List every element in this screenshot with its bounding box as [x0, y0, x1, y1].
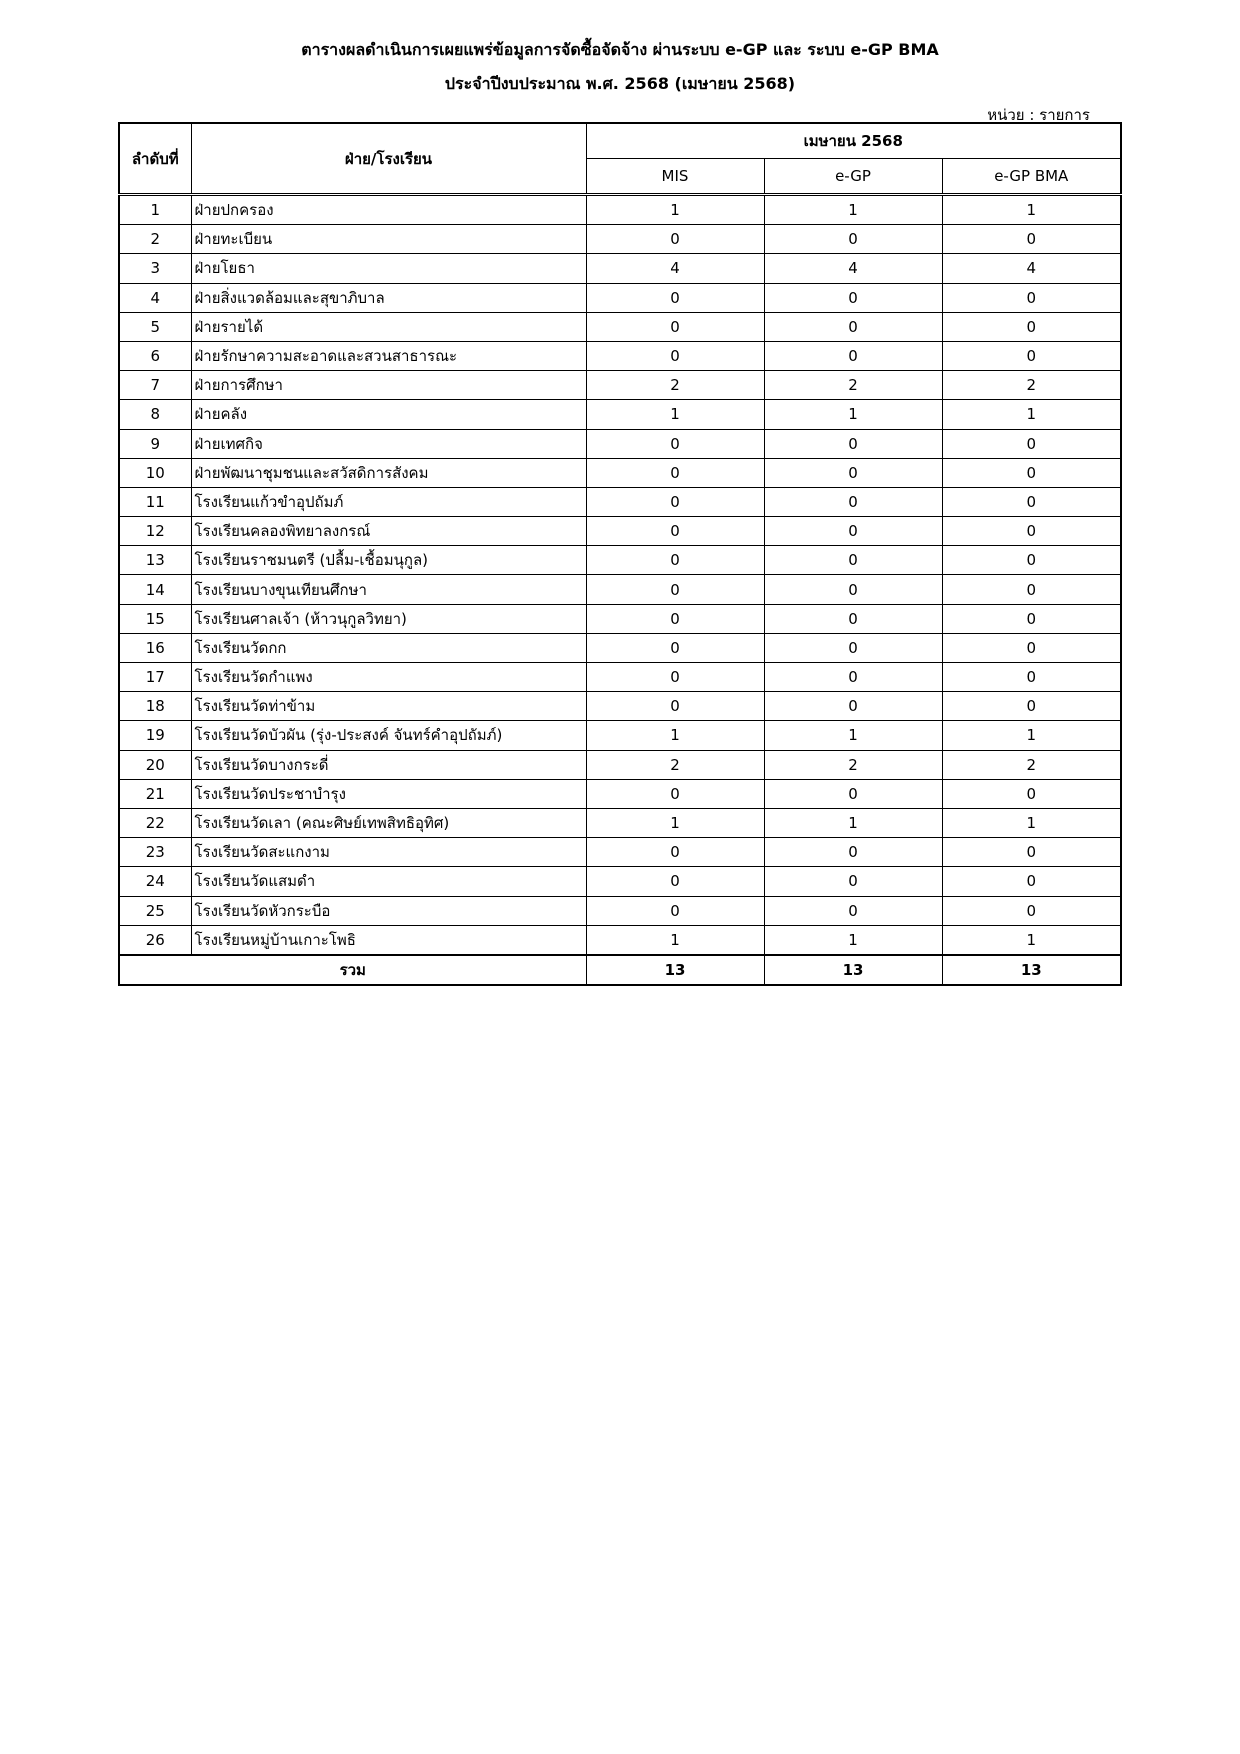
- row-number: 8: [119, 400, 191, 429]
- row-egp-bma: 1: [942, 925, 1121, 955]
- row-egp-bma: 1: [942, 400, 1121, 429]
- table-row: [119, 487, 1121, 516]
- table-row: [119, 896, 1121, 925]
- row-egp-bma: 2: [942, 750, 1121, 779]
- row-mis: 0: [586, 283, 764, 312]
- row-name: ฝ่ายพัฒนาชุมชนและสวัสดิการสังคม: [191, 458, 586, 487]
- table-row: [119, 546, 1121, 575]
- row-name: โรงเรียนบางขุนเทียนศึกษา: [191, 575, 586, 604]
- row-number: 13: [119, 546, 191, 575]
- row-number: 15: [119, 604, 191, 633]
- row-number: 24: [119, 867, 191, 896]
- row-egp: 2: [764, 750, 942, 779]
- row-egp: 0: [764, 779, 942, 808]
- row-mis: 0: [586, 517, 764, 546]
- row-name: ฝ่ายรักษาความสะอาดและสวนสาธารณะ: [191, 341, 586, 370]
- row-number: 26: [119, 925, 191, 955]
- table-row: [119, 750, 1121, 779]
- table-row: [119, 400, 1121, 429]
- row-name: โรงเรียนวัดเลา (คณะศิษย์เทพสิทธิอุทิศ): [191, 808, 586, 837]
- row-mis: 1: [586, 925, 764, 955]
- row-mis: 0: [586, 779, 764, 808]
- row-mis: 1: [586, 808, 764, 837]
- row-egp: 0: [764, 487, 942, 516]
- row-name: โรงเรียนวัดสะแกงาม: [191, 838, 586, 867]
- row-name: โรงเรียนวัดแสมดำ: [191, 867, 586, 896]
- row-egp-bma: 0: [942, 429, 1121, 458]
- row-mis: 1: [586, 195, 764, 225]
- row-egp-bma: 0: [942, 692, 1121, 721]
- total-row: [119, 955, 1121, 985]
- table-row: [119, 925, 1121, 955]
- row-mis: 0: [586, 458, 764, 487]
- row-egp: 0: [764, 517, 942, 546]
- row-number: 25: [119, 896, 191, 925]
- row-egp-bma: 0: [942, 517, 1121, 546]
- row-egp: 1: [764, 400, 942, 429]
- row-egp: 0: [764, 312, 942, 341]
- row-mis: 0: [586, 896, 764, 925]
- row-mis: 0: [586, 692, 764, 721]
- row-name: ฝ่ายเทศกิจ: [191, 429, 586, 458]
- table-row: [119, 429, 1121, 458]
- row-egp-bma: 0: [942, 546, 1121, 575]
- row-name: โรงเรียนวัดกำแพง: [191, 663, 586, 692]
- row-egp-bma: 1: [942, 721, 1121, 750]
- row-egp: 1: [764, 925, 942, 955]
- row-name: โรงเรียนแก้วขำอุปถัมภ์: [191, 487, 586, 516]
- row-egp-bma: 0: [942, 575, 1121, 604]
- document-subtitle: ประจำปีงบประมาณ พ.ศ. 2568 (เมษายน 2568): [444, 74, 796, 93]
- table-row: [119, 838, 1121, 867]
- row-egp: 0: [764, 604, 942, 633]
- row-number: 5: [119, 312, 191, 341]
- row-name: ฝ่ายโยธา: [191, 254, 586, 283]
- row-number: 20: [119, 750, 191, 779]
- header-no: ลำดับที่: [119, 123, 191, 195]
- row-number: 7: [119, 371, 191, 400]
- row-egp: 0: [764, 896, 942, 925]
- row-egp: 0: [764, 341, 942, 370]
- row-number: 16: [119, 633, 191, 662]
- row-egp: 0: [764, 633, 942, 662]
- header-name: ฝ่าย/โรงเรียน: [191, 123, 586, 195]
- row-egp-bma: 0: [942, 867, 1121, 896]
- row-name: ฝ่ายการศึกษา: [191, 371, 586, 400]
- row-name: โรงเรียนวัดบางกระดี่: [191, 750, 586, 779]
- table-row: [119, 575, 1121, 604]
- row-mis: 0: [586, 663, 764, 692]
- row-egp: 0: [764, 867, 942, 896]
- row-number: 12: [119, 517, 191, 546]
- row-name: โรงเรียนวัดกก: [191, 633, 586, 662]
- total-mis: 13: [586, 955, 764, 985]
- row-name: โรงเรียนวัดหัวกระบือ: [191, 896, 586, 925]
- total-egp-bma: 13: [942, 955, 1121, 985]
- row-name: โรงเรียนวัดท่าข้าม: [191, 692, 586, 721]
- document-title: ตารางผลดำเนินการเผยแพร่ข้อมูลการจัดซื้อจัดจ้าง ผ่านระบบ e-GP และ ระบบ e-GP BMA: [301, 40, 939, 59]
- row-mis: 2: [586, 371, 764, 400]
- table-row: [119, 517, 1121, 546]
- row-egp: 1: [764, 721, 942, 750]
- row-mis: 0: [586, 867, 764, 896]
- header-egp: e-GP: [764, 159, 942, 195]
- row-egp-bma: 0: [942, 663, 1121, 692]
- row-mis: 0: [586, 429, 764, 458]
- row-mis: 0: [586, 575, 764, 604]
- table-row: [119, 808, 1121, 837]
- row-egp: 4: [764, 254, 942, 283]
- row-number: 6: [119, 341, 191, 370]
- procurement-table: [118, 122, 1122, 986]
- row-egp: 0: [764, 575, 942, 604]
- row-egp-bma: 2: [942, 371, 1121, 400]
- row-number: 2: [119, 225, 191, 254]
- row-number: 3: [119, 254, 191, 283]
- row-egp: 0: [764, 458, 942, 487]
- row-egp: 0: [764, 663, 942, 692]
- row-mis: 1: [586, 721, 764, 750]
- header-mis: MIS: [586, 159, 764, 195]
- row-egp-bma: 1: [942, 808, 1121, 837]
- row-egp-bma: 0: [942, 312, 1121, 341]
- table-row: [119, 721, 1121, 750]
- table-row: [119, 195, 1121, 225]
- table-row: [119, 692, 1121, 721]
- table-row: [119, 371, 1121, 400]
- row-number: 9: [119, 429, 191, 458]
- row-egp-bma: 0: [942, 283, 1121, 312]
- table-row: [119, 633, 1121, 662]
- row-name: ฝ่ายสิ่งแวดล้อมและสุขาภิบาล: [191, 283, 586, 312]
- row-egp-bma: 1: [942, 195, 1121, 225]
- row-mis: 4: [586, 254, 764, 283]
- row-name: ฝ่ายทะเบียน: [191, 225, 586, 254]
- row-name: โรงเรียนวัดประชาบำรุง: [191, 779, 586, 808]
- row-name: ฝ่ายปกครอง: [191, 195, 586, 225]
- row-egp: 0: [764, 546, 942, 575]
- row-mis: 0: [586, 487, 764, 516]
- row-number: 23: [119, 838, 191, 867]
- row-egp-bma: 0: [942, 779, 1121, 808]
- table-row: [119, 225, 1121, 254]
- unit-label: หน่วย : รายการ: [987, 106, 1090, 124]
- row-mis: 1: [586, 400, 764, 429]
- row-number: 19: [119, 721, 191, 750]
- row-number: 17: [119, 663, 191, 692]
- row-number: 21: [119, 779, 191, 808]
- row-egp-bma: 0: [942, 458, 1121, 487]
- row-egp-bma: 0: [942, 487, 1121, 516]
- row-egp: 1: [764, 195, 942, 225]
- row-egp: 0: [764, 429, 942, 458]
- table-row: [119, 458, 1121, 487]
- table-row: [119, 341, 1121, 370]
- row-egp: 0: [764, 692, 942, 721]
- row-egp-bma: 0: [942, 225, 1121, 254]
- row-egp-bma: 0: [942, 341, 1121, 370]
- table-row: [119, 779, 1121, 808]
- row-name: โรงเรียนศาลเจ้า (ห้าวนุกูลวิทยา): [191, 604, 586, 633]
- row-name: โรงเรียนวัดบัวผัน (รุ่ง-ประสงค์ จันทร์คำอุปถัมภ์): [191, 721, 586, 750]
- row-name: ฝ่ายคลัง: [191, 400, 586, 429]
- row-egp: 0: [764, 283, 942, 312]
- row-number: 11: [119, 487, 191, 516]
- row-egp-bma: 0: [942, 604, 1121, 633]
- row-number: 1: [119, 195, 191, 225]
- row-egp: 0: [764, 225, 942, 254]
- table-row: [119, 604, 1121, 633]
- row-number: 14: [119, 575, 191, 604]
- row-mis: 0: [586, 312, 764, 341]
- row-egp: 1: [764, 808, 942, 837]
- total-egp: 13: [764, 955, 942, 985]
- table-row: [119, 254, 1121, 283]
- row-mis: 0: [586, 341, 764, 370]
- row-egp-bma: 0: [942, 896, 1121, 925]
- row-egp: 0: [764, 838, 942, 867]
- table-row: [119, 312, 1121, 341]
- row-name: โรงเรียนหมู่บ้านเกาะโพธิ: [191, 925, 586, 955]
- row-mis: 0: [586, 546, 764, 575]
- total-label: รวม: [119, 955, 586, 985]
- row-mis: 2: [586, 750, 764, 779]
- row-name: ฝ่ายรายได้: [191, 312, 586, 341]
- row-name: โรงเรียนราชมนตรี (ปลื้ม-เชื้อมนุกูล): [191, 546, 586, 575]
- row-mis: 0: [586, 225, 764, 254]
- header-egp-bma: e-GP BMA: [942, 159, 1121, 195]
- row-mis: 0: [586, 838, 764, 867]
- row-number: 4: [119, 283, 191, 312]
- table-row: [119, 663, 1121, 692]
- row-number: 10: [119, 458, 191, 487]
- row-egp-bma: 0: [942, 633, 1121, 662]
- header-period: เมษายน 2568: [586, 123, 1121, 159]
- row-egp: 2: [764, 371, 942, 400]
- row-mis: 0: [586, 604, 764, 633]
- table-row: [119, 283, 1121, 312]
- row-egp-bma: 4: [942, 254, 1121, 283]
- row-mis: 0: [586, 633, 764, 662]
- table-row: [119, 867, 1121, 896]
- row-egp-bma: 0: [942, 838, 1121, 867]
- row-number: 18: [119, 692, 191, 721]
- row-number: 22: [119, 808, 191, 837]
- row-name: โรงเรียนคลองพิทยาลงกรณ์: [191, 517, 586, 546]
